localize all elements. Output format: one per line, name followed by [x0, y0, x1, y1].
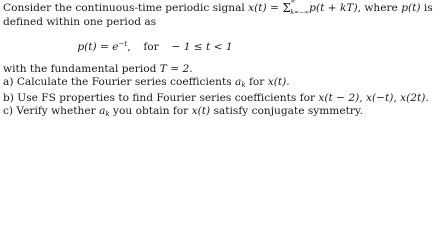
part-c-coef-sub: k — [105, 110, 110, 118]
part-c-suffix: you obtain for — [113, 105, 189, 117]
equals-sign: = — [270, 2, 279, 14]
intro-line — [3, 0, 433, 16]
problem-text — [3, 0, 433, 121]
part-a-coef-sub: k — [241, 81, 246, 89]
is-text: is — [423, 2, 433, 14]
where-text: , where — [357, 2, 398, 14]
sum-upper-limit: ∞ — [290, 0, 296, 5]
part-a-signal: x(t). — [267, 76, 290, 88]
signal-def: x(t) — [248, 2, 267, 14]
intro-text: Consider the continuous-time periodic signal — [3, 2, 245, 14]
display-comma: , — [127, 41, 131, 53]
sum-symbol: Σ — [282, 1, 291, 15]
part-a — [3, 76, 347, 92]
part-c-signal: x(t) — [191, 105, 211, 117]
part-c-end: satisfy conjugate symmetry. — [213, 105, 363, 117]
part-b-signals: x(t − 2), x(−t), x(2t). — [318, 92, 429, 104]
part-b — [3, 92, 429, 105]
defined-text: defined within one period as — [3, 16, 157, 28]
part-a-coef: a — [235, 76, 242, 88]
pt-symbol: p(t) — [401, 2, 421, 14]
display-equation — [3, 38, 347, 54]
part-c-coef: a — [99, 105, 106, 117]
fundamental-period-line — [3, 63, 347, 76]
display-for: for — [143, 41, 159, 53]
summation — [282, 0, 310, 16]
fund-text: with the fundamental period — [3, 63, 157, 75]
part-b-prefix: b) Use FS properties to find Fourier series coefficients for — [3, 92, 316, 104]
part-a-prefix: a) Calculate the Fourier series coefficients — [3, 76, 232, 88]
display-range: − 1 ≤ t < 1 — [171, 41, 233, 53]
display-exponent: −t — [118, 40, 128, 48]
display-lhs: p(t) = e — [77, 41, 119, 53]
sum-lower-limit: k=−∞ — [290, 9, 310, 16]
part-a-for: for — [248, 76, 265, 88]
sum-body: p(t + kT) — [309, 2, 358, 14]
definition-line — [3, 16, 347, 29]
part-c — [3, 105, 363, 121]
fund-eq: T = 2. — [159, 63, 193, 75]
part-c-prefix: c) Verify whether — [3, 105, 96, 117]
